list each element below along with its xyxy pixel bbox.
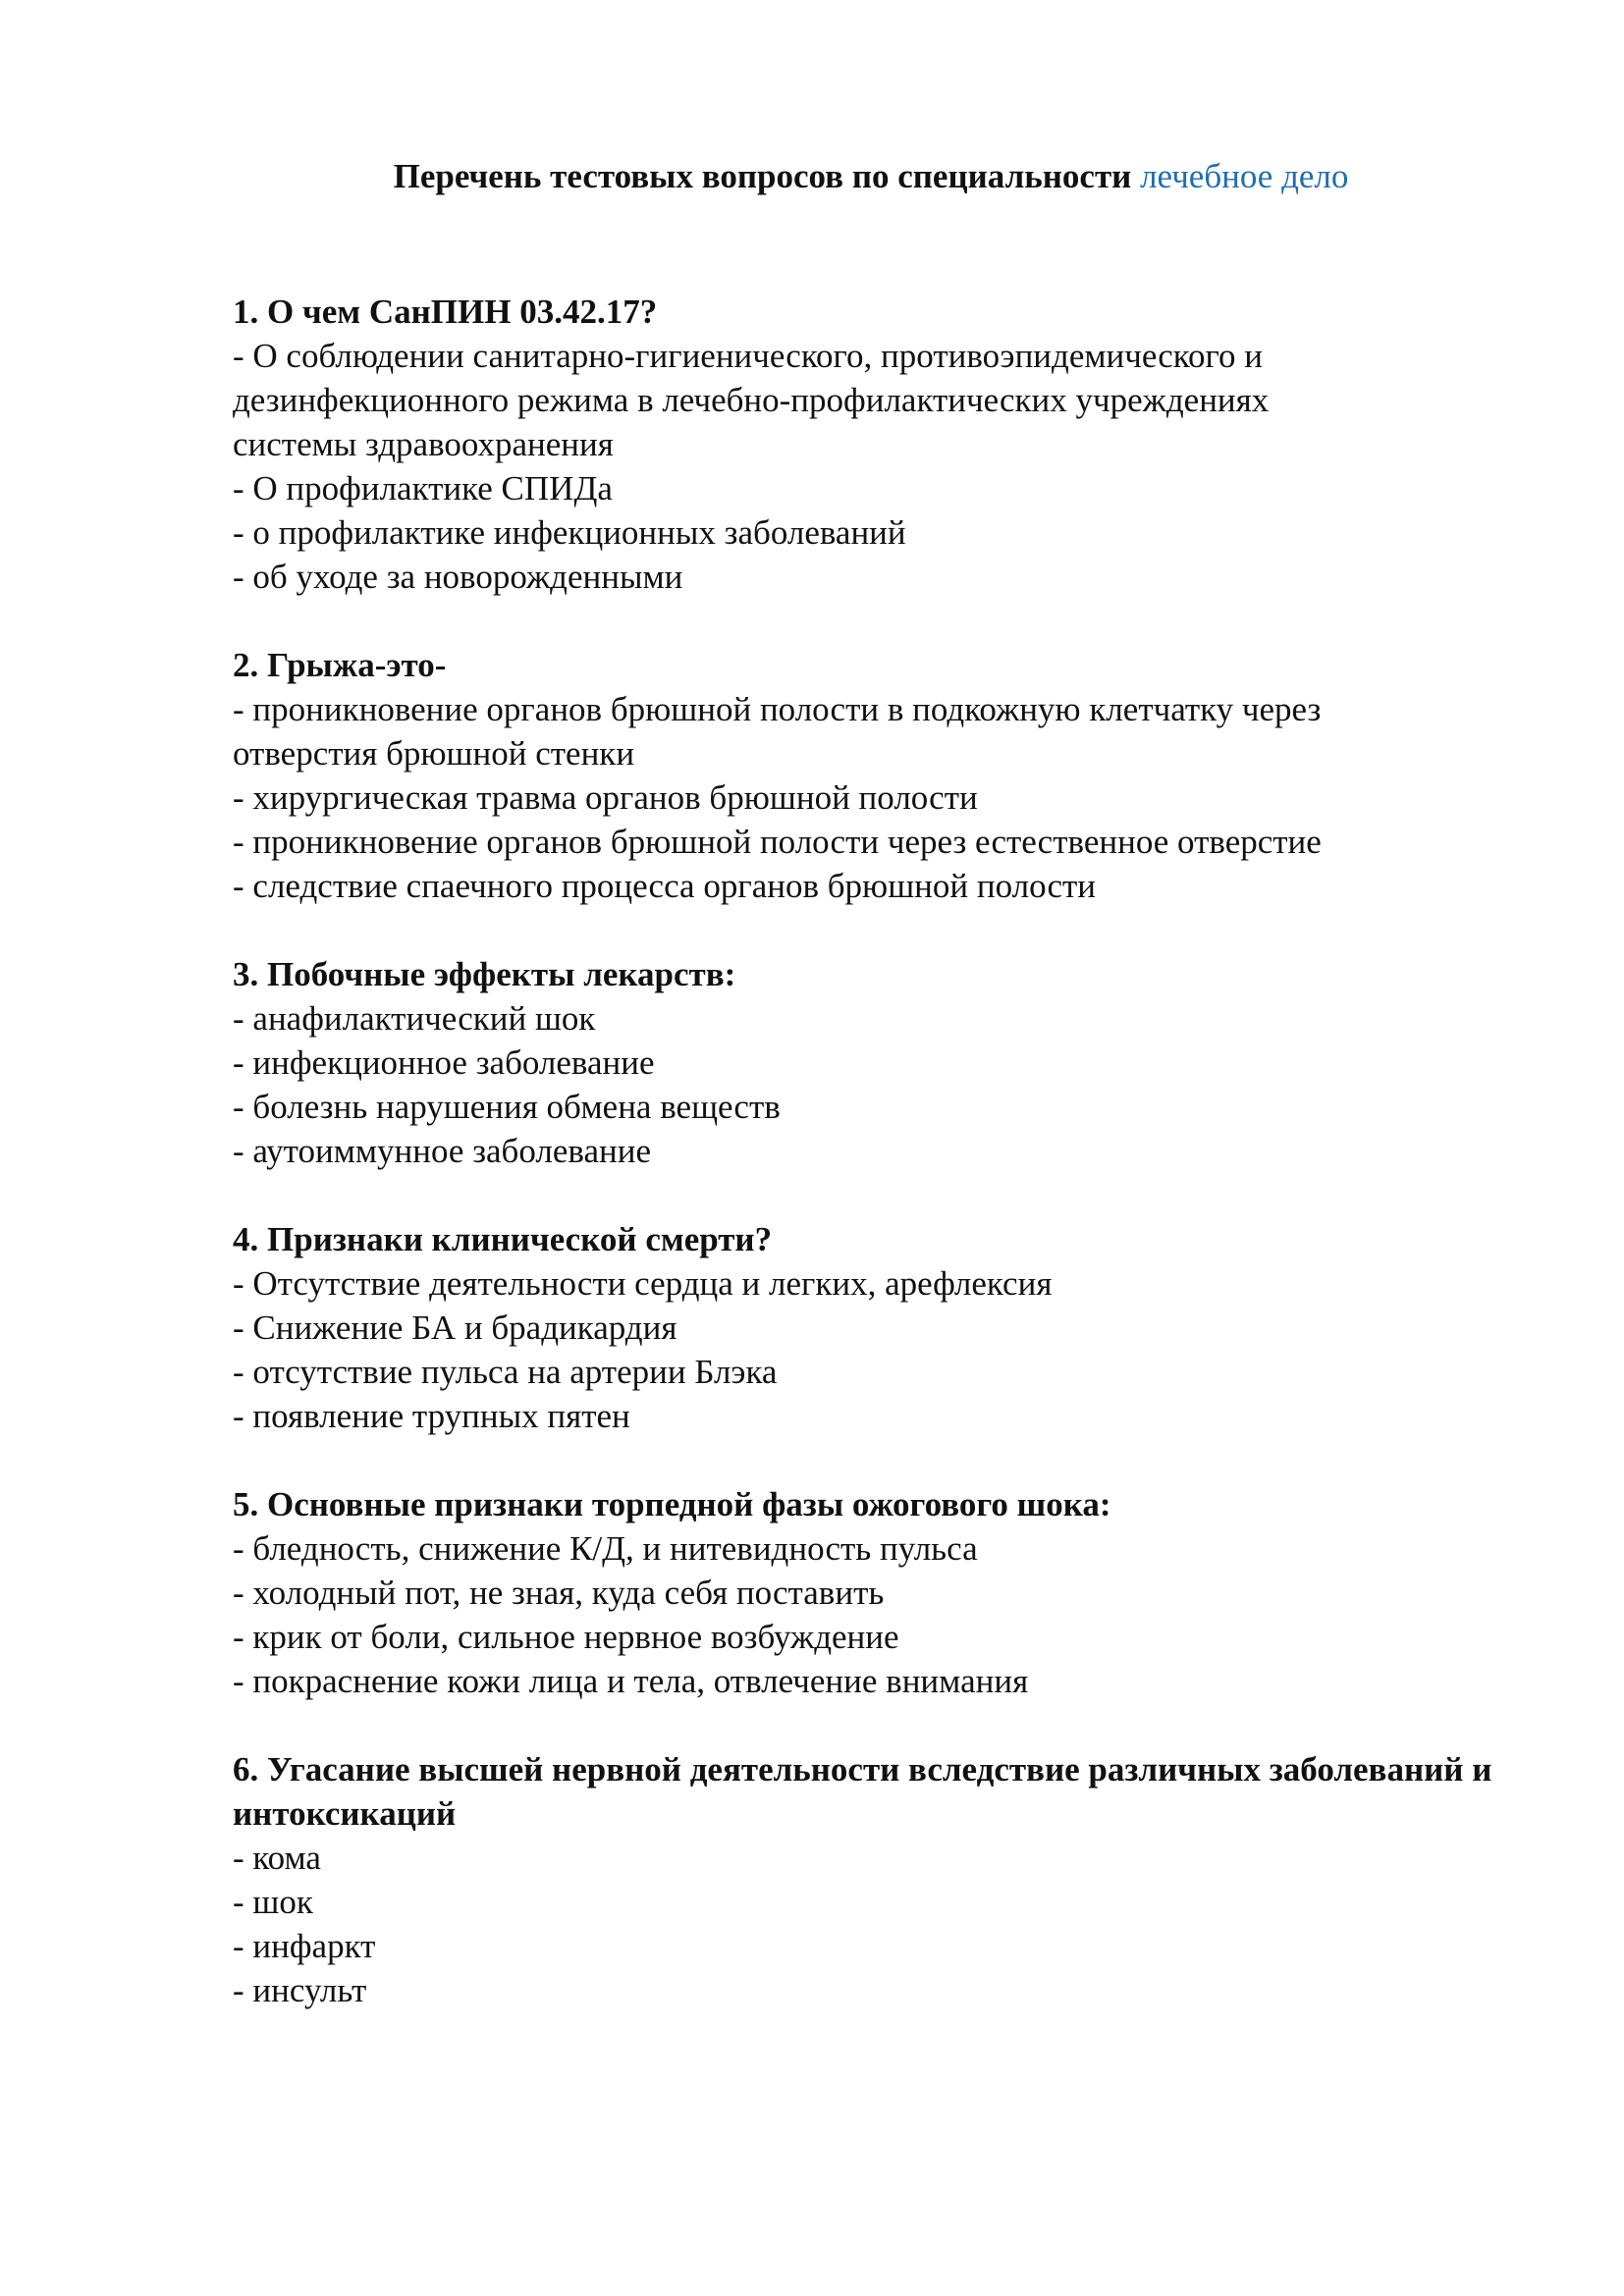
answer-option: - Отсутствие деятельности сердца и легких, арефлексия [233,1264,1053,1303]
answer-option: - проникновение органов брюшной полости через естественное отверстие [233,823,1322,861]
answer-option: дезинфекционного режима в лечебно-профилактических учреждениях [233,381,1270,419]
question-block [233,1482,1509,1703]
question-text: 5. Основные признаки торпедной фазы ожогового шока: [233,1485,1111,1523]
answer-option: - холодный пот, не зная, куда себя поставить [233,1574,885,1612]
answer-option: - о профилактике инфекционных заболеваний [233,513,906,552]
answer-option: - появление трупных пятен [233,1397,630,1435]
document-title [0,155,1624,198]
answer-option: - кома [233,1839,321,1877]
title-prefix: Перечень тестовых вопросов по специальности [393,157,1141,195]
question-text: 3. Побочные эффекты лекарств: [233,955,736,993]
title-highlight: лечебное дело [1140,157,1349,195]
answer-option: - инсульт [233,1971,367,2009]
answer-option: - отсутствие пульса на артерии Блэка [233,1353,778,1391]
question-block [233,1747,1509,2012]
answer-option: - шок [233,1883,313,1921]
question-list [233,290,1509,2056]
question-block [233,643,1509,908]
answer-option: - анафилактический шок [233,999,596,1038]
question-block [233,952,1509,1173]
answer-option: - бледность, снижение К/Д, и нитевидность пульса [233,1529,978,1568]
answer-option: - проникновение органов брюшной полости в подкожную клетчатку через [233,690,1322,728]
answer-option: - об уходе за новорожденными [233,558,683,596]
answer-option: - Снижение БА и брадикардия [233,1308,677,1347]
answer-option: системы здравоохранения [233,425,614,463]
answer-option: - О профилактике СПИДа [233,469,613,507]
answer-option: - следствие спаечного процесса органов брюшной полости [233,867,1097,905]
question-text: 1. О чем СанПИН 03.42.17? [233,293,658,331]
answer-option: - инфаркт [233,1927,376,1965]
answer-option: - покраснение кожи лица и тела, отвлечение внимания [233,1662,1029,1700]
answer-option: - хирургическая травма органов брюшной полости [233,778,978,817]
question-text: 6. Угасание высшей нервной деятельности вследствие различных заболеваний и интоксикаций [233,1750,1492,1833]
answer-option: - крик от боли, сильное нервное возбуждение [233,1618,899,1656]
answer-option: отверстия брюшной стенки [233,734,635,773]
answer-option: - болезнь нарушения обмена веществ [233,1088,781,1126]
answer-option: - аутоиммунное заболевание [233,1132,651,1170]
question-block [233,1217,1509,1438]
answer-option: - О соблюдении санитарно-гигиенического, противоэпидемического и [233,337,1263,375]
question-block [233,290,1509,599]
question-text: 2. Грыжа-это- [233,646,447,684]
question-text: 4. Признаки клинической смерти? [233,1220,773,1258]
answer-option: - инфекционное заболевание [233,1043,655,1082]
